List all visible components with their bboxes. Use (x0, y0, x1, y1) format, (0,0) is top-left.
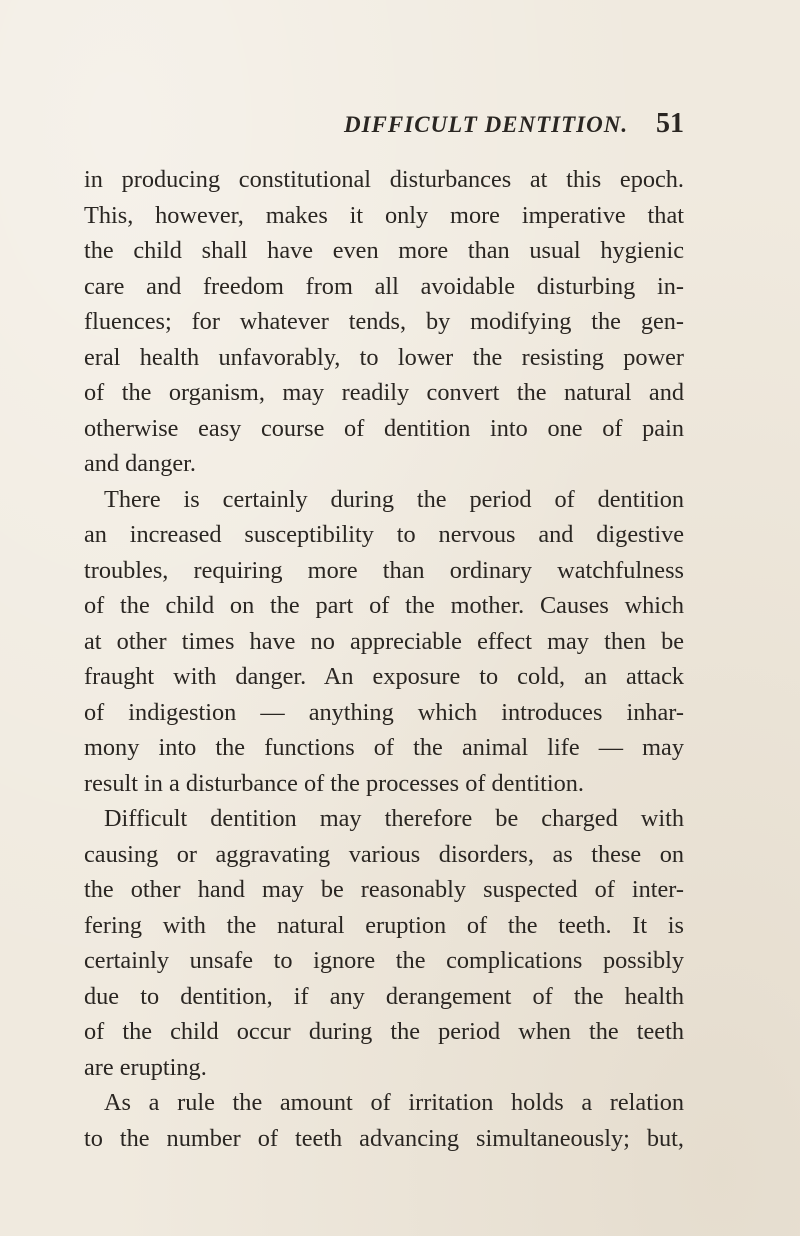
text-line: certainly unsafe to ignore the complications possibly (84, 947, 684, 974)
text-line: due to dentition, if any derangement of the health (84, 982, 684, 1010)
running-title: DIFFICULT DENTITION. (344, 112, 629, 137)
text-line: causing or aggravating various disorders, as these on (84, 840, 684, 868)
text-line: mony into the functions of the animal life — may (84, 734, 684, 761)
text-line: an increased susceptibility to nervous and digestive (84, 521, 684, 548)
text-line: fluences; for whatever tends, by modifying the gen- (84, 308, 684, 335)
text-line: and danger. (84, 450, 196, 477)
text-line: of the child occur during the period when the teeth (84, 1018, 684, 1045)
text-line: This, however, makes it only more imperative that (84, 201, 684, 229)
body-text (84, 162, 684, 1156)
text-line: fraught with danger. An exposure to cold, an attack (84, 663, 684, 690)
text-line: to the number of teeth advancing simultaneously; but, (84, 1124, 684, 1152)
text-line: are erupting. (84, 1053, 207, 1081)
paragraph-start-line: There is certainly during the period of dentition (104, 485, 684, 513)
text-line: fering with the natural eruption of the teeth. It is (84, 911, 684, 939)
text-line: at other times have no appreciable effect may then be (84, 627, 684, 655)
text-line: the other hand may be reasonably suspected of inter- (84, 876, 684, 903)
text-line: the child shall have even more than usual hygienic (84, 237, 684, 264)
page-number: 51 (656, 108, 684, 139)
text-line: of the child on the part of the mother. Causes which (84, 592, 684, 619)
text-line: eral health unfavorably, to lower the resisting power (84, 343, 684, 371)
text-line: of the organism, may readily convert the natural and (84, 379, 684, 406)
text-line: care and freedom from all avoidable disturbing in- (84, 272, 684, 300)
page-header (84, 110, 684, 150)
text-line: troubles, requiring more than ordinary watchfulness (84, 556, 684, 584)
paragraph-start-line: Difficult dentition may therefore be charged with (104, 805, 684, 832)
text-line: of indigestion — anything which introduces inhar- (84, 698, 684, 726)
text-line: otherwise easy course of dentition into one of pain (84, 414, 684, 442)
text-line: in producing constitutional disturbances at this epoch. (84, 166, 684, 193)
text-line: result in a disturbance of the processes of dentition. (84, 769, 584, 797)
paragraph-start-line: As a rule the amount of irritation holds a relation (104, 1089, 684, 1116)
